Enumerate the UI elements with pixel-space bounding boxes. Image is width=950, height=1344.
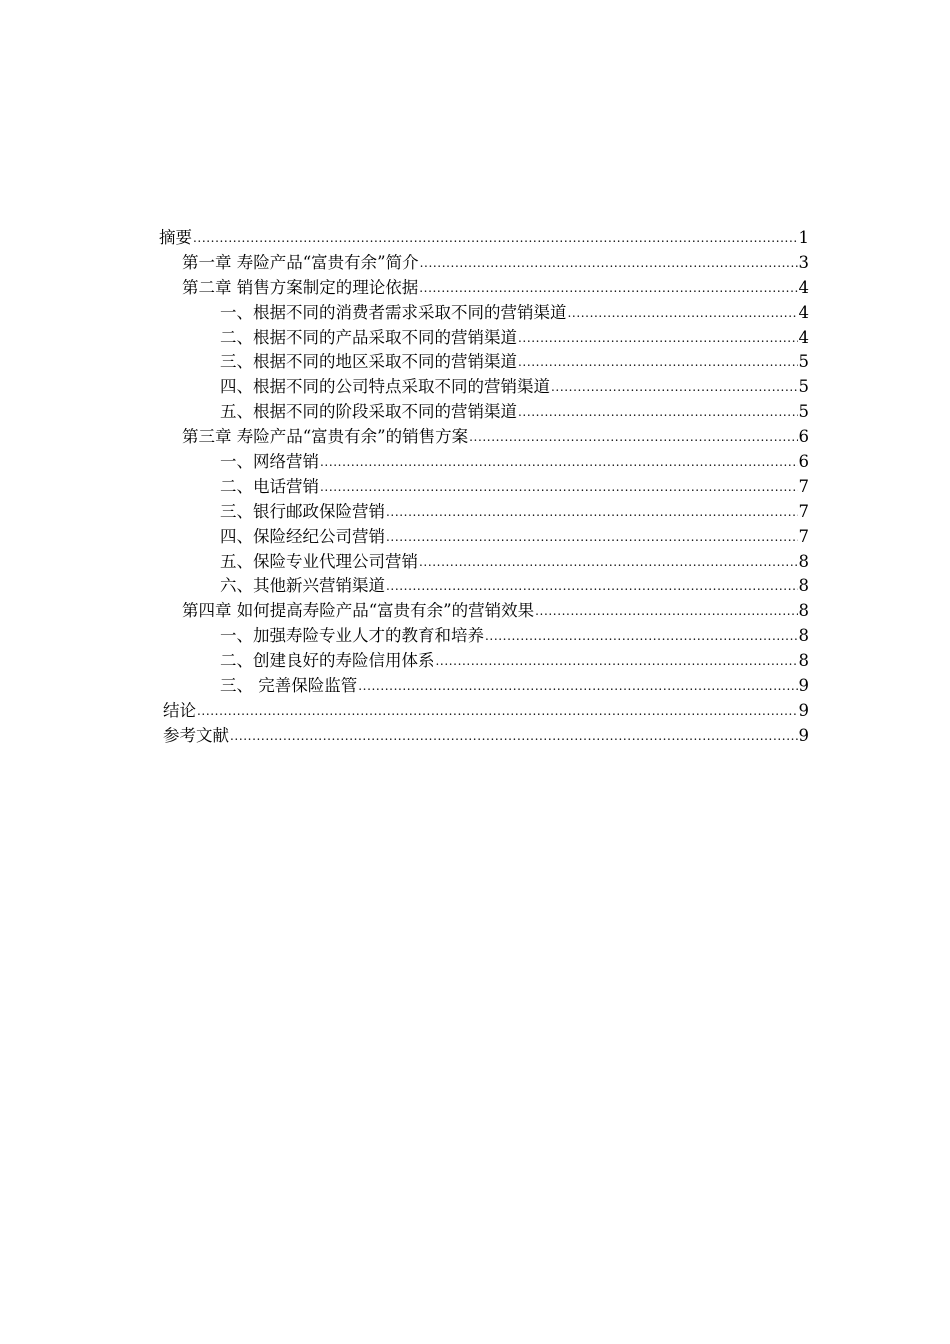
toc-entry-conclusion[interactable] — [159, 699, 809, 724]
toc-entry-chapter-4[interactable] — [159, 599, 809, 624]
toc-entry-page: 4 — [798, 327, 809, 347]
toc-entry-section-2-4[interactable] — [159, 375, 809, 400]
toc-entry-page: 4 — [798, 277, 809, 297]
toc-entry-title: 第二章 销售方案制定的理论依据 — [182, 277, 419, 297]
toc-entry-page: 6 — [798, 427, 809, 447]
toc-dot-leader — [193, 226, 798, 251]
toc-entry-title: 六、其他新兴营销渠道 — [220, 576, 385, 596]
toc-dot-leader — [320, 450, 798, 475]
toc-entry-section-3-2[interactable] — [159, 475, 809, 500]
toc-dot-leader — [485, 624, 798, 649]
toc-entry-title: 三、根据不同的地区采取不同的营销渠道 — [220, 352, 517, 372]
toc-entry-page: 1 — [798, 228, 809, 247]
toc-entry-section-3-3[interactable] — [159, 500, 809, 525]
toc-entry-title: 二、根据不同的产品采取不同的营销渠道 — [220, 327, 517, 347]
toc-entry-page: 8 — [798, 551, 809, 571]
toc-dot-leader — [386, 525, 798, 550]
toc-entry-section-4-2[interactable] — [159, 649, 809, 674]
toc-entry-section-3-1[interactable] — [159, 450, 809, 475]
toc-entry-page: 8 — [798, 601, 809, 621]
toc-entry-title: 三、银行邮政保险营销 — [220, 501, 385, 521]
toc-entry-section-3-6[interactable] — [159, 574, 809, 599]
toc-entry-title: 结论 — [163, 700, 196, 720]
toc-entry-page: 5 — [798, 377, 809, 397]
toc-dot-leader — [518, 350, 798, 375]
toc-entry-title: 一、网络营销 — [220, 452, 319, 472]
toc-entry-chapter-3[interactable] — [159, 425, 809, 450]
toc-dot-leader — [358, 674, 797, 699]
toc-dot-leader — [535, 599, 797, 624]
toc-entry-title: 五、保险专业代理公司营销 — [220, 551, 418, 571]
toc-dot-leader — [518, 400, 798, 425]
toc-entry-page: 8 — [798, 626, 809, 646]
toc-entry-title: 四、保险经纪公司营销 — [220, 526, 385, 546]
toc-entry-title: 二、创建良好的寿险信用体系 — [220, 651, 435, 671]
toc-entry-page: 6 — [798, 452, 809, 472]
toc-entry-page: 9 — [798, 700, 809, 720]
toc-entry-page: 9 — [798, 676, 809, 696]
toc-entry-page: 4 — [798, 302, 809, 322]
toc-entry-page: 7 — [798, 501, 809, 521]
toc-entry-title: 三、 完善保险监管 — [220, 676, 358, 696]
toc-entry-title: 一、加强寿险专业人才的教育和培养 — [220, 626, 484, 646]
toc-entry-title: 第三章 寿险产品“富贵有余”的销售方案 — [182, 427, 469, 447]
toc-dot-leader — [518, 326, 798, 351]
toc-entry-page: 9 — [798, 725, 809, 745]
toc-entry-section-2-3[interactable] — [159, 350, 809, 375]
toc-entry-page: 8 — [798, 651, 809, 671]
toc-dot-leader — [386, 500, 798, 525]
toc-entry-section-2-2[interactable] — [159, 326, 809, 351]
toc-entry-title: 第四章 如何提高寿险产品“富贵有余”的营销效果 — [182, 601, 535, 621]
toc-dot-leader — [420, 251, 798, 276]
table-of-contents — [159, 226, 809, 749]
toc-entry-page: 5 — [798, 352, 809, 372]
toc-entry-title: 一、根据不同的消费者需求采取不同的营销渠道 — [220, 302, 567, 322]
toc-dot-leader — [568, 301, 798, 326]
toc-entry-page: 7 — [798, 476, 809, 496]
toc-entry-chapter-2[interactable] — [159, 276, 809, 301]
toc-entry-chapter-1[interactable] — [159, 251, 809, 276]
toc-entry-references[interactable] — [159, 724, 809, 749]
toc-entry-title: 参考文献 — [163, 725, 229, 745]
toc-dot-leader — [551, 375, 798, 400]
toc-entry-title: 摘要 — [159, 228, 192, 247]
toc-entry-page: 8 — [798, 576, 809, 596]
toc-entry-section-2-1[interactable] — [159, 301, 809, 326]
toc-entry-title: 二、电话营销 — [220, 476, 319, 496]
toc-dot-leader — [436, 649, 798, 674]
toc-entry-page: 7 — [798, 526, 809, 546]
toc-dot-leader — [419, 276, 797, 301]
toc-entry-section-3-5[interactable] — [159, 550, 809, 575]
toc-entry-page: 5 — [798, 402, 809, 422]
toc-dot-leader — [419, 550, 798, 575]
toc-entry-section-2-5[interactable] — [159, 400, 809, 425]
toc-entry-abstract[interactable] — [159, 226, 809, 251]
toc-entry-title: 五、根据不同的阶段采取不同的营销渠道 — [220, 402, 517, 422]
toc-dot-leader — [320, 475, 798, 500]
toc-entry-section-4-3[interactable] — [159, 674, 809, 699]
toc-entry-title: 第一章 寿险产品“富贵有余”简介 — [182, 252, 419, 272]
toc-entry-section-3-4[interactable] — [159, 525, 809, 550]
toc-entry-section-4-1[interactable] — [159, 624, 809, 649]
toc-dot-leader — [230, 724, 798, 749]
toc-dot-leader — [197, 699, 798, 724]
toc-dot-leader — [469, 425, 797, 450]
toc-entry-title: 四、根据不同的公司特点采取不同的营销渠道 — [220, 377, 550, 397]
toc-entry-page: 3 — [798, 252, 809, 272]
toc-dot-leader — [386, 574, 798, 599]
